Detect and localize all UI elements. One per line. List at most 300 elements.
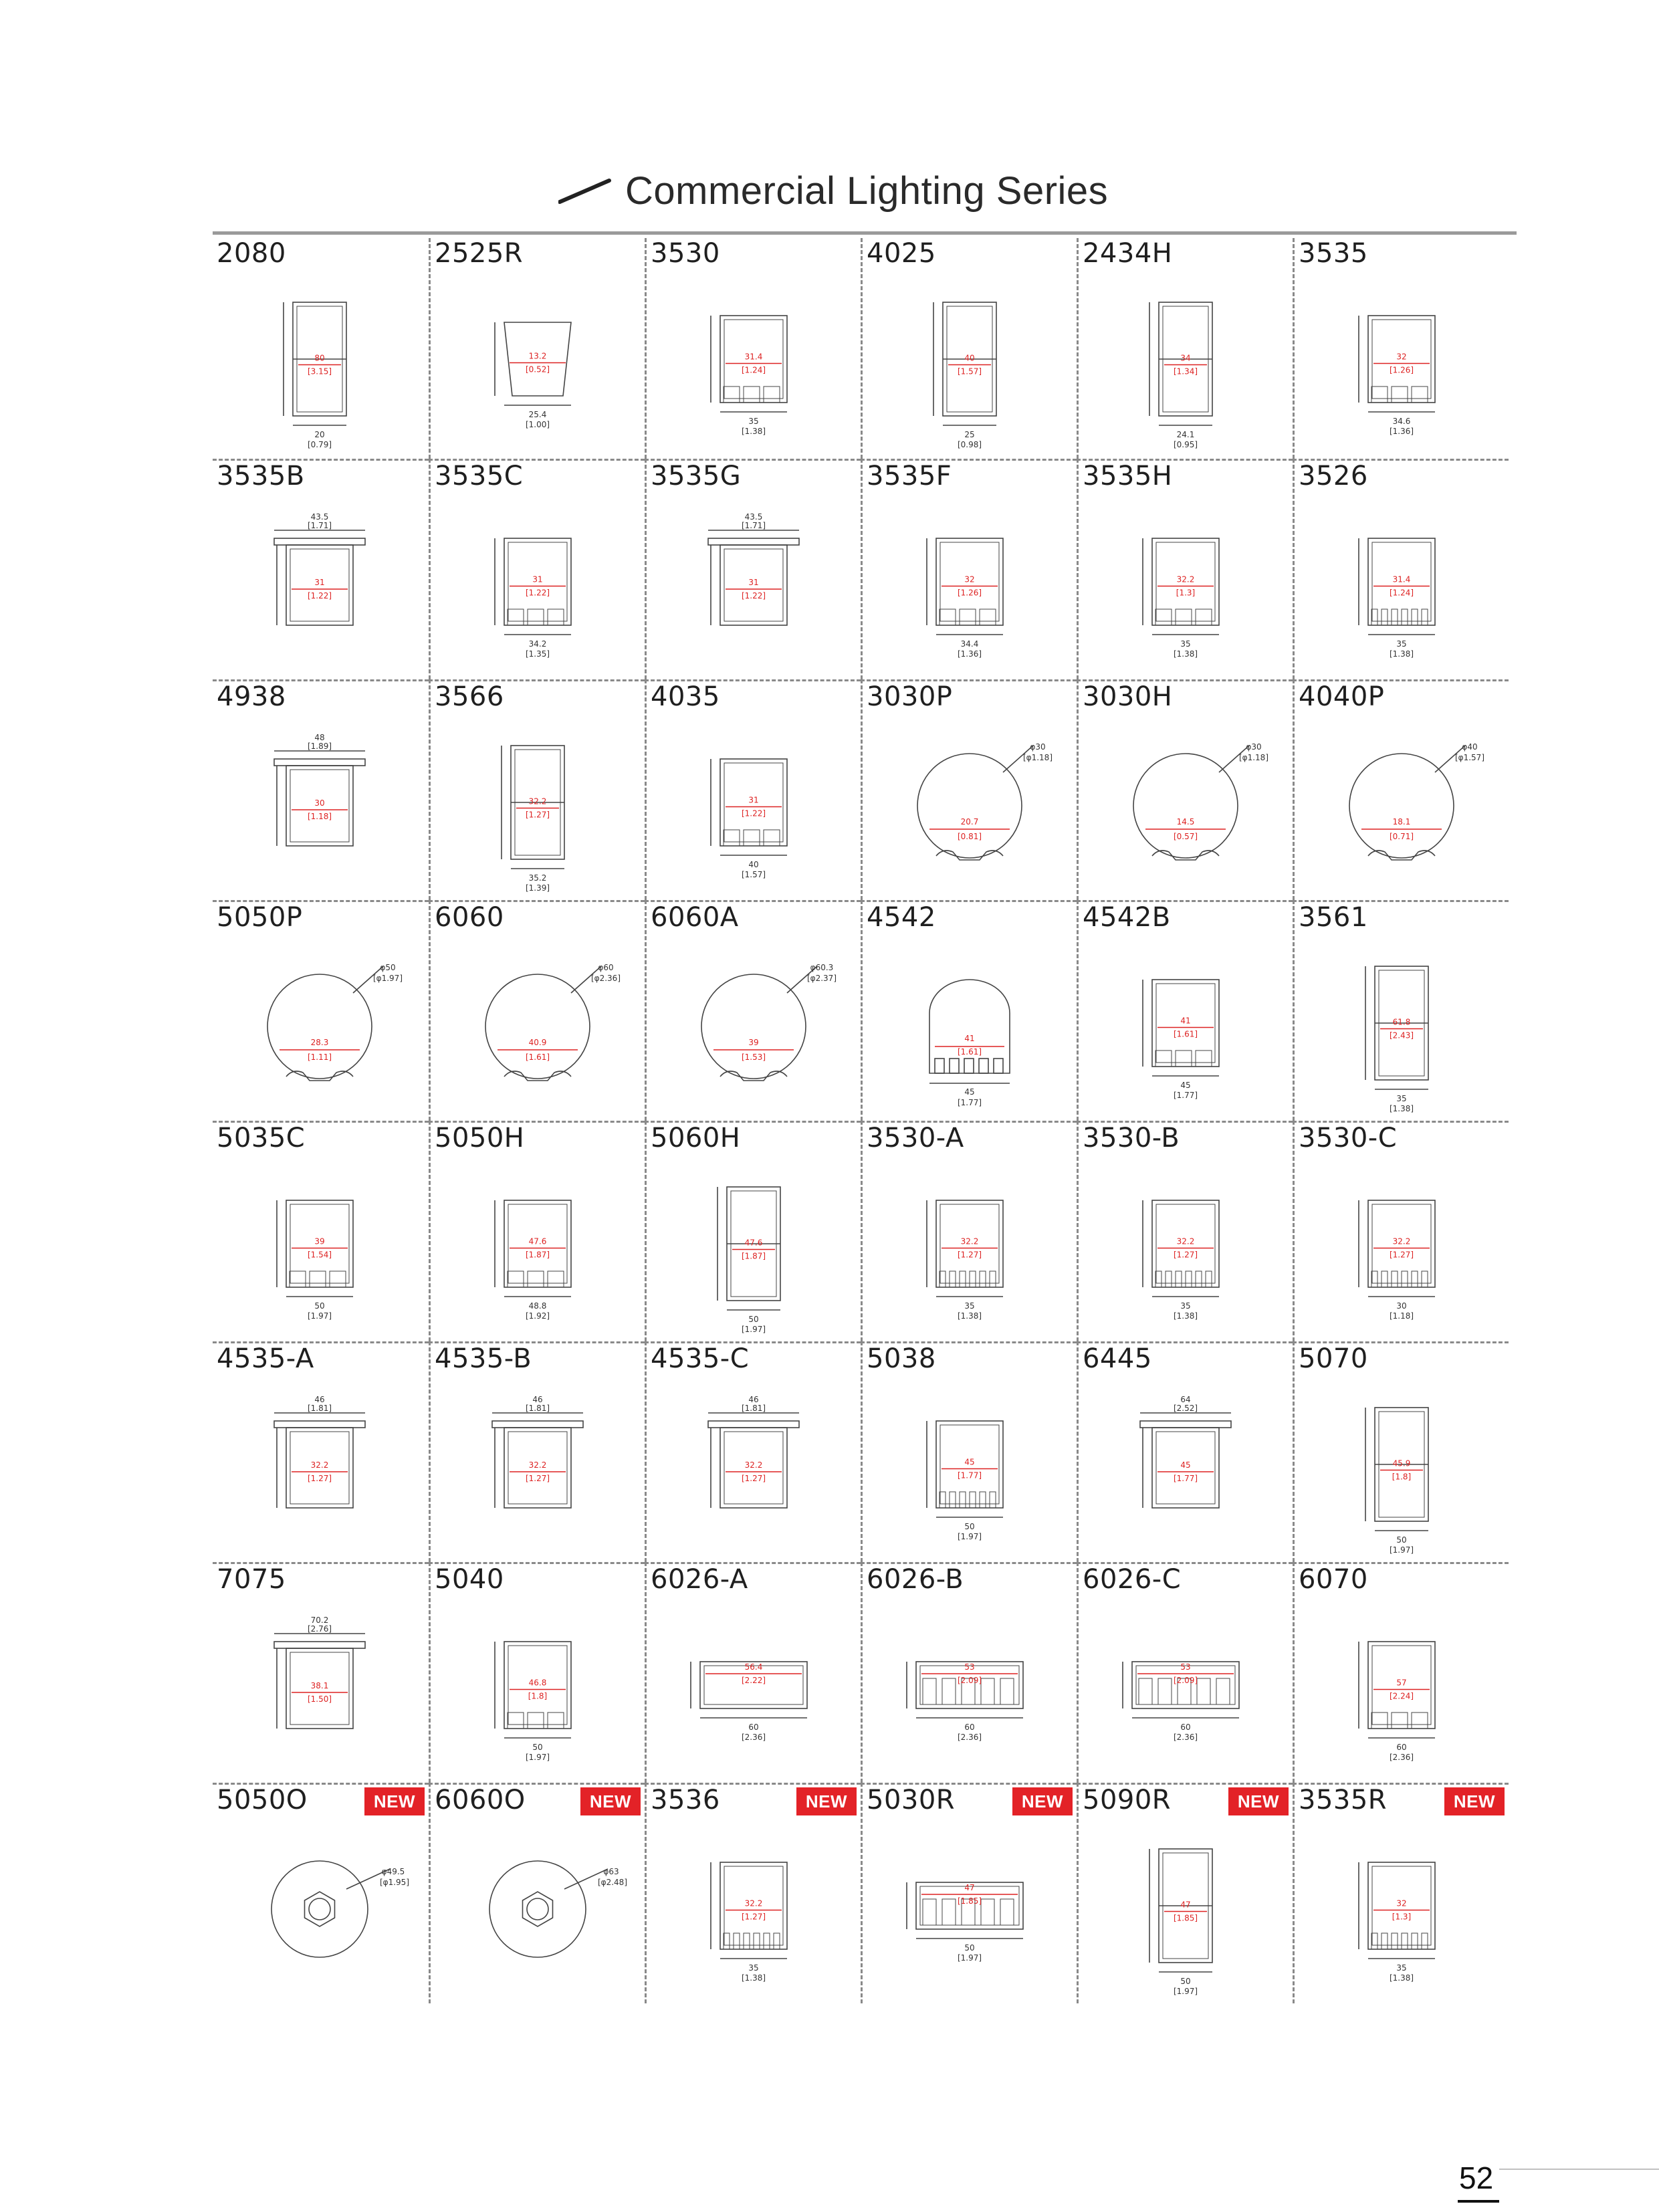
profile-cell-5030r — [861, 1783, 1077, 2003]
profile-drawing — [647, 1160, 861, 1341]
inner-width-label: [1.24] — [741, 365, 766, 375]
profile-drawing — [1079, 939, 1293, 1120]
profile-code: 7075 — [217, 1564, 286, 1595]
flange — [1140, 1421, 1231, 1428]
outer-width-label: 30 — [1396, 1301, 1407, 1311]
diameter-label: [φ1.97] — [373, 974, 403, 983]
profile-code: 3530-A — [867, 1123, 964, 1153]
profile-cell-3030p — [861, 679, 1077, 900]
profile-cell-7075 — [213, 1562, 429, 1783]
outer-width-label: [1.97] — [957, 1953, 982, 1963]
inner-width-label: 32.2 — [1392, 1236, 1411, 1246]
outer-width-label: 35 — [748, 1963, 759, 1973]
outer-width-label: 35 — [1180, 1301, 1191, 1311]
outer-width-label: 50 — [964, 1522, 975, 1531]
outer-width-label: 35 — [1396, 639, 1407, 649]
outer-width-label: [1.97] — [307, 1311, 332, 1321]
profile-cell-4535-b — [429, 1341, 645, 1562]
inner-width-label: [2.43] — [1389, 1030, 1414, 1040]
inner-width-label: [2.22] — [741, 1676, 766, 1685]
profile-code: 3530-B — [1083, 1123, 1180, 1153]
profile-drawing — [1295, 1381, 1509, 1561]
profile-code: 3535H — [1083, 461, 1173, 491]
outer-width-label: 50 — [1180, 1977, 1191, 1986]
profile-drawing — [863, 1601, 1077, 1782]
inner-width-label: [1.77] — [957, 1470, 982, 1480]
outer-width-label: 45 — [1180, 1081, 1191, 1090]
profile-cell-3561 — [1293, 900, 1509, 1121]
inner-width-label: 32.2 — [744, 1898, 763, 1908]
profile-cell-6026-a — [645, 1562, 861, 1783]
inner-width-label: [1.61] — [525, 1053, 550, 1062]
inner-width-label: 31.4 — [1392, 574, 1411, 584]
profile-code: 5050P — [217, 902, 303, 933]
inner-width-label: [1.27] — [1389, 1250, 1414, 1260]
inner-width-label: [1.11] — [307, 1053, 332, 1062]
outer-width-label: 25.4 — [528, 410, 547, 419]
profile-cell-3530-c — [1293, 1121, 1509, 1341]
profile-code: 5090R — [1083, 1785, 1172, 1815]
inner-width-label: 32.2 — [528, 796, 547, 806]
outer-width-label: [2.36] — [1389, 1753, 1414, 1762]
outer-width-label: 70.2 — [310, 1616, 329, 1625]
outer-width-label: [0.79] — [307, 440, 332, 449]
profile-code: 5050O — [217, 1785, 308, 1815]
profile-cell-3535f — [861, 459, 1077, 679]
profile-drawing — [431, 275, 645, 456]
outer-width-label: 35 — [964, 1301, 975, 1311]
profile-code: 4035 — [651, 681, 720, 712]
profile-drawing — [1079, 1601, 1293, 1782]
profile-cell-2080 — [213, 238, 429, 459]
outer-width-label: [2.36] — [957, 1733, 982, 1742]
flange — [492, 1421, 583, 1428]
profile-code: 4542B — [1083, 902, 1171, 933]
profile-cell-3535c — [429, 459, 645, 679]
outer-width-label: [1.97] — [957, 1532, 982, 1541]
inner-width-label: [0.71] — [1389, 832, 1414, 841]
profile-drawing — [213, 498, 427, 679]
profile-code: 3536 — [651, 1785, 720, 1815]
inner-width-label: [1.3] — [1392, 1912, 1412, 1922]
profile-code: 5035C — [217, 1123, 306, 1153]
inner-width-label: [1.87] — [525, 1250, 550, 1260]
inner-width-label: 46.8 — [528, 1678, 547, 1688]
outer-width-label: [1.38] — [1173, 1311, 1198, 1321]
inner-width-label: 30 — [314, 798, 325, 808]
inner-width-label: [0.52] — [525, 364, 550, 374]
profile-cell-5038 — [861, 1341, 1077, 1562]
outer-width-label: [1.38] — [1173, 649, 1198, 659]
header-divider — [213, 231, 1517, 235]
profile-drawing — [647, 939, 861, 1120]
inner-width-label: [1.77] — [1173, 1474, 1198, 1483]
inner-width-label: 40.9 — [528, 1038, 547, 1047]
inner-width-label: 32 — [964, 574, 975, 584]
profile-code: 5050H — [435, 1123, 525, 1153]
inner-width-label: 40 — [964, 353, 975, 363]
outer-width-label: 34.6 — [1392, 417, 1411, 426]
inner-width-label: [1.57] — [957, 366, 982, 376]
profile-drawing — [213, 1601, 427, 1782]
new-badge: NEW — [1228, 1787, 1289, 1815]
profile-cell-3535 — [1293, 238, 1509, 459]
diameter-label: φ40 — [1462, 742, 1478, 752]
profile-code: 6060 — [435, 902, 504, 933]
outer-width-label: [1.81] — [307, 1404, 332, 1413]
outer-width-label: [1.57] — [741, 870, 766, 879]
outer-width-label: [1.71] — [307, 521, 332, 530]
diameter-label: [φ1.57] — [1455, 753, 1484, 762]
inner-width-label: 47 — [1180, 1900, 1191, 1910]
profile-code: 4535-A — [217, 1343, 314, 1374]
profile-cell-3526 — [1293, 459, 1509, 679]
outer-width-label: [1.97] — [525, 1753, 550, 1762]
inner-width-label: 31 — [532, 574, 543, 584]
outer-width-label: [2.52] — [1173, 1404, 1198, 1413]
inner-width-label: 31 — [314, 578, 325, 587]
profile-cell-6026-c — [1077, 1562, 1293, 1783]
inner-width-label: [1.27] — [1173, 1250, 1198, 1260]
inner-width-label: [1.85] — [957, 1896, 982, 1906]
outer-width-label: [1.38] — [1389, 1973, 1414, 1983]
profile-cell-2525r — [429, 238, 645, 459]
profile-cell-4035 — [645, 679, 861, 900]
inner-width-label: [1.61] — [1173, 1029, 1198, 1039]
profile-cell-5050o — [213, 1783, 429, 2003]
profile-cell-6070 — [1293, 1562, 1509, 1783]
new-badge: NEW — [796, 1787, 857, 1815]
profile-code: 3535 — [1299, 238, 1368, 269]
outer-width-label: 60 — [748, 1723, 759, 1732]
outer-width-label: 48 — [314, 733, 325, 742]
outer-width-label: 50 — [964, 1943, 975, 1953]
profile-cell-5050p — [213, 900, 429, 1121]
diameter-label: φ60.3 — [810, 963, 834, 972]
profile-code: 3535F — [867, 461, 952, 491]
inner-width-label: [0.81] — [957, 832, 982, 841]
profile-drawing — [213, 1381, 427, 1561]
profile-outline — [489, 1861, 586, 1957]
footer-divider — [1499, 2169, 1659, 2170]
profile-drawing — [431, 1381, 645, 1561]
inner-width-label: 80 — [314, 353, 325, 363]
inner-width-label: 20.7 — [960, 817, 979, 826]
outer-width-label: [1.81] — [525, 1404, 550, 1413]
diameter-label: [φ2.48] — [598, 1878, 627, 1887]
page-number: 52 — [1459, 2161, 1494, 2195]
profile-code: 3530-C — [1299, 1123, 1398, 1153]
new-badge: NEW — [580, 1787, 641, 1815]
profile-code: 2434H — [1083, 238, 1173, 269]
profile-cell-4938 — [213, 679, 429, 900]
profile-drawing — [647, 498, 861, 679]
profile-code: 6070 — [1299, 1564, 1368, 1595]
outer-width-label: 35 — [1396, 1094, 1407, 1103]
outer-width-label: [1.39] — [525, 883, 550, 893]
inner-width-label: 56.4 — [744, 1662, 763, 1672]
inner-width-label: 28.3 — [310, 1038, 329, 1047]
profile-code: 3535B — [217, 461, 305, 491]
inner-width-label: [0.57] — [1173, 832, 1198, 841]
inner-width-label: [1.27] — [741, 1912, 766, 1922]
outer-width-label: 45 — [964, 1087, 975, 1097]
inner-width-label: [1.8] — [528, 1691, 548, 1701]
outer-width-label: 50 — [1396, 1535, 1407, 1545]
profile-code: 6060O — [435, 1785, 526, 1815]
inner-width-label: 34 — [1180, 353, 1191, 363]
diameter-label: φ60 — [598, 963, 614, 972]
outer-width-label: [1.97] — [1173, 1987, 1198, 1996]
profile-drawing — [1295, 1160, 1509, 1341]
profile-code: 6060A — [651, 902, 739, 933]
profile-cell-6026-b — [861, 1562, 1077, 1783]
profile-drawing — [431, 1160, 645, 1341]
profile-drawing — [1079, 719, 1293, 899]
outer-width-label: [1.71] — [741, 521, 766, 530]
inner-width-label: [1.8] — [1392, 1472, 1412, 1482]
inner-width-label: 32.2 — [744, 1460, 763, 1470]
profile-code: 5038 — [867, 1343, 936, 1374]
new-badge: NEW — [364, 1787, 425, 1815]
profile-drawing — [863, 275, 1077, 456]
inner-width-label: [1.50] — [307, 1694, 332, 1704]
profile-drawing — [213, 719, 427, 899]
profile-cell-3566 — [429, 679, 645, 900]
outer-width-label: [1.77] — [957, 1098, 982, 1107]
outer-width-label: 46 — [748, 1395, 759, 1404]
diameter-label: φ49.5 — [381, 1867, 405, 1876]
profile-cell-3530 — [645, 238, 861, 459]
new-badge: NEW — [1444, 1787, 1505, 1815]
inner-width-label: [1.26] — [1389, 365, 1414, 375]
profile-drawing — [647, 1601, 861, 1782]
profile-cell-4542b — [1077, 900, 1293, 1121]
inner-width-label: [1.24] — [1389, 588, 1414, 598]
profile-cell-5035c — [213, 1121, 429, 1341]
inner-width-label: 41 — [1180, 1016, 1191, 1026]
inner-width-label: [1.26] — [957, 588, 982, 598]
profile-drawing — [1079, 1381, 1293, 1561]
inner-width-label: [1.54] — [307, 1250, 332, 1260]
profile-code: 6026-B — [867, 1564, 964, 1595]
profile-code: 3526 — [1299, 461, 1368, 491]
profile-drawing — [1079, 498, 1293, 679]
profile-code: 3566 — [435, 681, 504, 712]
inner-width-label: [3.15] — [307, 366, 332, 376]
outer-width-label: 50 — [532, 1743, 543, 1752]
profile-cell-3535r — [1293, 1783, 1509, 2003]
outer-width-label: 34.4 — [960, 639, 979, 649]
outer-width-label: 50 — [314, 1301, 325, 1311]
profile-drawing — [1295, 498, 1509, 679]
profile-cell-3535g — [645, 459, 861, 679]
diameter-label: [φ1.18] — [1239, 753, 1268, 762]
profile-drawing — [213, 275, 427, 456]
outer-width-label: 40 — [748, 860, 759, 869]
profile-drawing — [647, 275, 861, 456]
inner-width-label: 32 — [1396, 1898, 1407, 1908]
profile-code: 3030H — [1083, 681, 1173, 712]
flange — [274, 538, 365, 545]
profile-drawing — [431, 939, 645, 1120]
inner-width-label: 31.4 — [744, 352, 763, 362]
inner-width-label: [1.85] — [1173, 1913, 1198, 1923]
inner-width-label: 32.2 — [1176, 574, 1195, 584]
diameter-label: [φ2.36] — [591, 974, 621, 983]
inner-width-label: 61.8 — [1392, 1017, 1411, 1027]
inner-width-label: 14.5 — [1176, 817, 1195, 826]
profile-drawing — [213, 939, 427, 1120]
profile-drawing — [1295, 719, 1509, 899]
profile-code: 3530 — [651, 238, 720, 269]
inner-width-label: [1.22] — [741, 591, 766, 600]
outer-width-label: 60 — [1180, 1723, 1191, 1732]
diameter-label: φ30 — [1246, 742, 1262, 752]
inner-width-label: [2.24] — [1389, 1691, 1414, 1701]
inner-width-label: [1.34] — [1173, 366, 1198, 376]
profile-outline — [929, 980, 1010, 1073]
outer-width-label: 24.1 — [1176, 430, 1195, 439]
outer-width-label: 35 — [748, 417, 759, 426]
inner-width-label: 45.9 — [1392, 1458, 1411, 1468]
profile-drawing — [863, 1381, 1077, 1561]
profile-outline — [271, 1861, 368, 1957]
inner-width-label: 32.2 — [310, 1460, 329, 1470]
inner-width-label: [2.09] — [1173, 1676, 1198, 1685]
profile-cell-6060 — [429, 900, 645, 1121]
outer-width-label: 43.5 — [744, 512, 763, 522]
inner-width-label: 45 — [964, 1457, 975, 1467]
outer-width-label: [1.81] — [741, 1404, 766, 1413]
profile-drawing — [213, 1160, 427, 1341]
profile-drawing — [1295, 1822, 1509, 2003]
outer-width-label: 35.2 — [528, 873, 547, 883]
outer-width-label: [0.98] — [957, 440, 982, 449]
profile-code: 6026-A — [651, 1564, 748, 1595]
inner-width-label: 38.1 — [310, 1681, 329, 1690]
profile-code: 4535-B — [435, 1343, 532, 1374]
inner-width-label: [2.09] — [957, 1676, 982, 1685]
page-title: Commercial Lighting Series — [625, 169, 1109, 213]
outer-width-label: 60 — [964, 1723, 975, 1732]
outer-width-label: 64 — [1180, 1395, 1191, 1404]
profile-cell-6060o — [429, 1783, 645, 2003]
inner-width-label: 18.1 — [1392, 817, 1411, 826]
inner-width-label: 31 — [748, 795, 759, 805]
diameter-label: φ63 — [603, 1867, 619, 1876]
inner-width-label: 39 — [314, 1236, 325, 1246]
flange — [274, 1642, 365, 1648]
inner-width-label: 53 — [964, 1662, 975, 1672]
outer-width-label: 46 — [532, 1395, 543, 1404]
profile-code: 2080 — [217, 238, 286, 269]
inner-width-label: 53 — [1180, 1662, 1191, 1672]
outer-width-label: [1.36] — [1389, 427, 1414, 436]
profile-cell-2434h — [1077, 238, 1293, 459]
profile-drawing — [213, 1822, 427, 2003]
outer-width-label: [1.92] — [525, 1311, 550, 1321]
profile-code: 2525R — [435, 238, 524, 269]
inner-width-label: [1.18] — [307, 812, 332, 821]
inner-width-label: [1.61] — [957, 1047, 982, 1057]
outer-width-label: [1.18] — [1389, 1311, 1414, 1321]
profile-drawing — [1079, 1822, 1293, 2003]
outer-width-label: 25 — [964, 430, 975, 439]
new-badge: NEW — [1012, 1787, 1073, 1815]
outer-width-label: [1.97] — [741, 1325, 766, 1334]
outer-width-label: [2.76] — [307, 1624, 332, 1634]
profile-cell-4040p — [1293, 679, 1509, 900]
diameter-label: [φ1.18] — [1023, 753, 1053, 762]
inner-width-label: 47 — [964, 1883, 975, 1892]
profile-cell-4542 — [861, 900, 1077, 1121]
profile-code: 6026-C — [1083, 1564, 1182, 1595]
outer-width-label: 35 — [1396, 1963, 1407, 1973]
profile-grid — [213, 238, 1517, 2003]
profile-cell-4025 — [861, 238, 1077, 459]
outer-width-label: [1.36] — [957, 649, 982, 659]
flange — [708, 1421, 799, 1428]
flange — [708, 538, 799, 545]
profile-code: 4040P — [1299, 681, 1385, 712]
profile-cell-6445 — [1077, 1341, 1293, 1562]
outer-width-label: [1.38] — [1389, 649, 1414, 659]
outer-width-label: 60 — [1396, 1743, 1407, 1752]
inner-width-label: [1.22] — [741, 808, 766, 818]
outer-width-label: [1.38] — [741, 1973, 766, 1983]
profile-drawing — [431, 1601, 645, 1782]
profile-drawing — [431, 498, 645, 679]
profile-cell-6060a — [645, 900, 861, 1121]
outer-width-label: [2.36] — [741, 1733, 766, 1742]
inner-width-label: 41 — [964, 1034, 975, 1043]
profile-drawing — [1295, 1601, 1509, 1782]
inner-width-label: 32.2 — [1176, 1236, 1195, 1246]
profile-code: 3535C — [435, 461, 524, 491]
inner-width-label: 47.6 — [528, 1236, 547, 1246]
profile-drawing — [1079, 275, 1293, 456]
outer-width-label: [1.38] — [957, 1311, 982, 1321]
outer-width-label: [1.00] — [525, 420, 550, 429]
profile-code: 5070 — [1299, 1343, 1368, 1374]
profile-drawing — [647, 719, 861, 899]
profile-code: 4542 — [867, 902, 936, 933]
outer-width-label: [0.95] — [1173, 440, 1198, 449]
outer-width-label: [2.36] — [1173, 1733, 1198, 1742]
inner-width-label: 39 — [748, 1038, 759, 1047]
profile-cell-5040 — [429, 1562, 645, 1783]
profile-code: 3535R — [1299, 1785, 1388, 1815]
profile-code: 3535G — [651, 461, 742, 491]
inner-width-label: [1.27] — [957, 1250, 982, 1260]
flange — [274, 759, 365, 766]
inner-width-label: [1.22] — [307, 591, 332, 600]
inner-width-label: [1.22] — [525, 588, 550, 598]
outer-width-label: [1.38] — [1389, 1104, 1414, 1113]
profile-cell-5060h — [645, 1121, 861, 1341]
profile-code: 6445 — [1083, 1343, 1152, 1374]
profile-code: 4535-C — [651, 1343, 750, 1374]
slash-icon — [558, 178, 612, 205]
profile-drawing — [863, 1160, 1077, 1341]
profile-cell-3536 — [645, 1783, 861, 2003]
profile-cell-3530-b — [1077, 1121, 1293, 1341]
diameter-label: [φ2.37] — [807, 974, 837, 983]
profile-cell-5050h — [429, 1121, 645, 1341]
inner-width-label: [1.27] — [741, 1474, 766, 1483]
inner-width-label: [1.27] — [525, 1474, 550, 1483]
